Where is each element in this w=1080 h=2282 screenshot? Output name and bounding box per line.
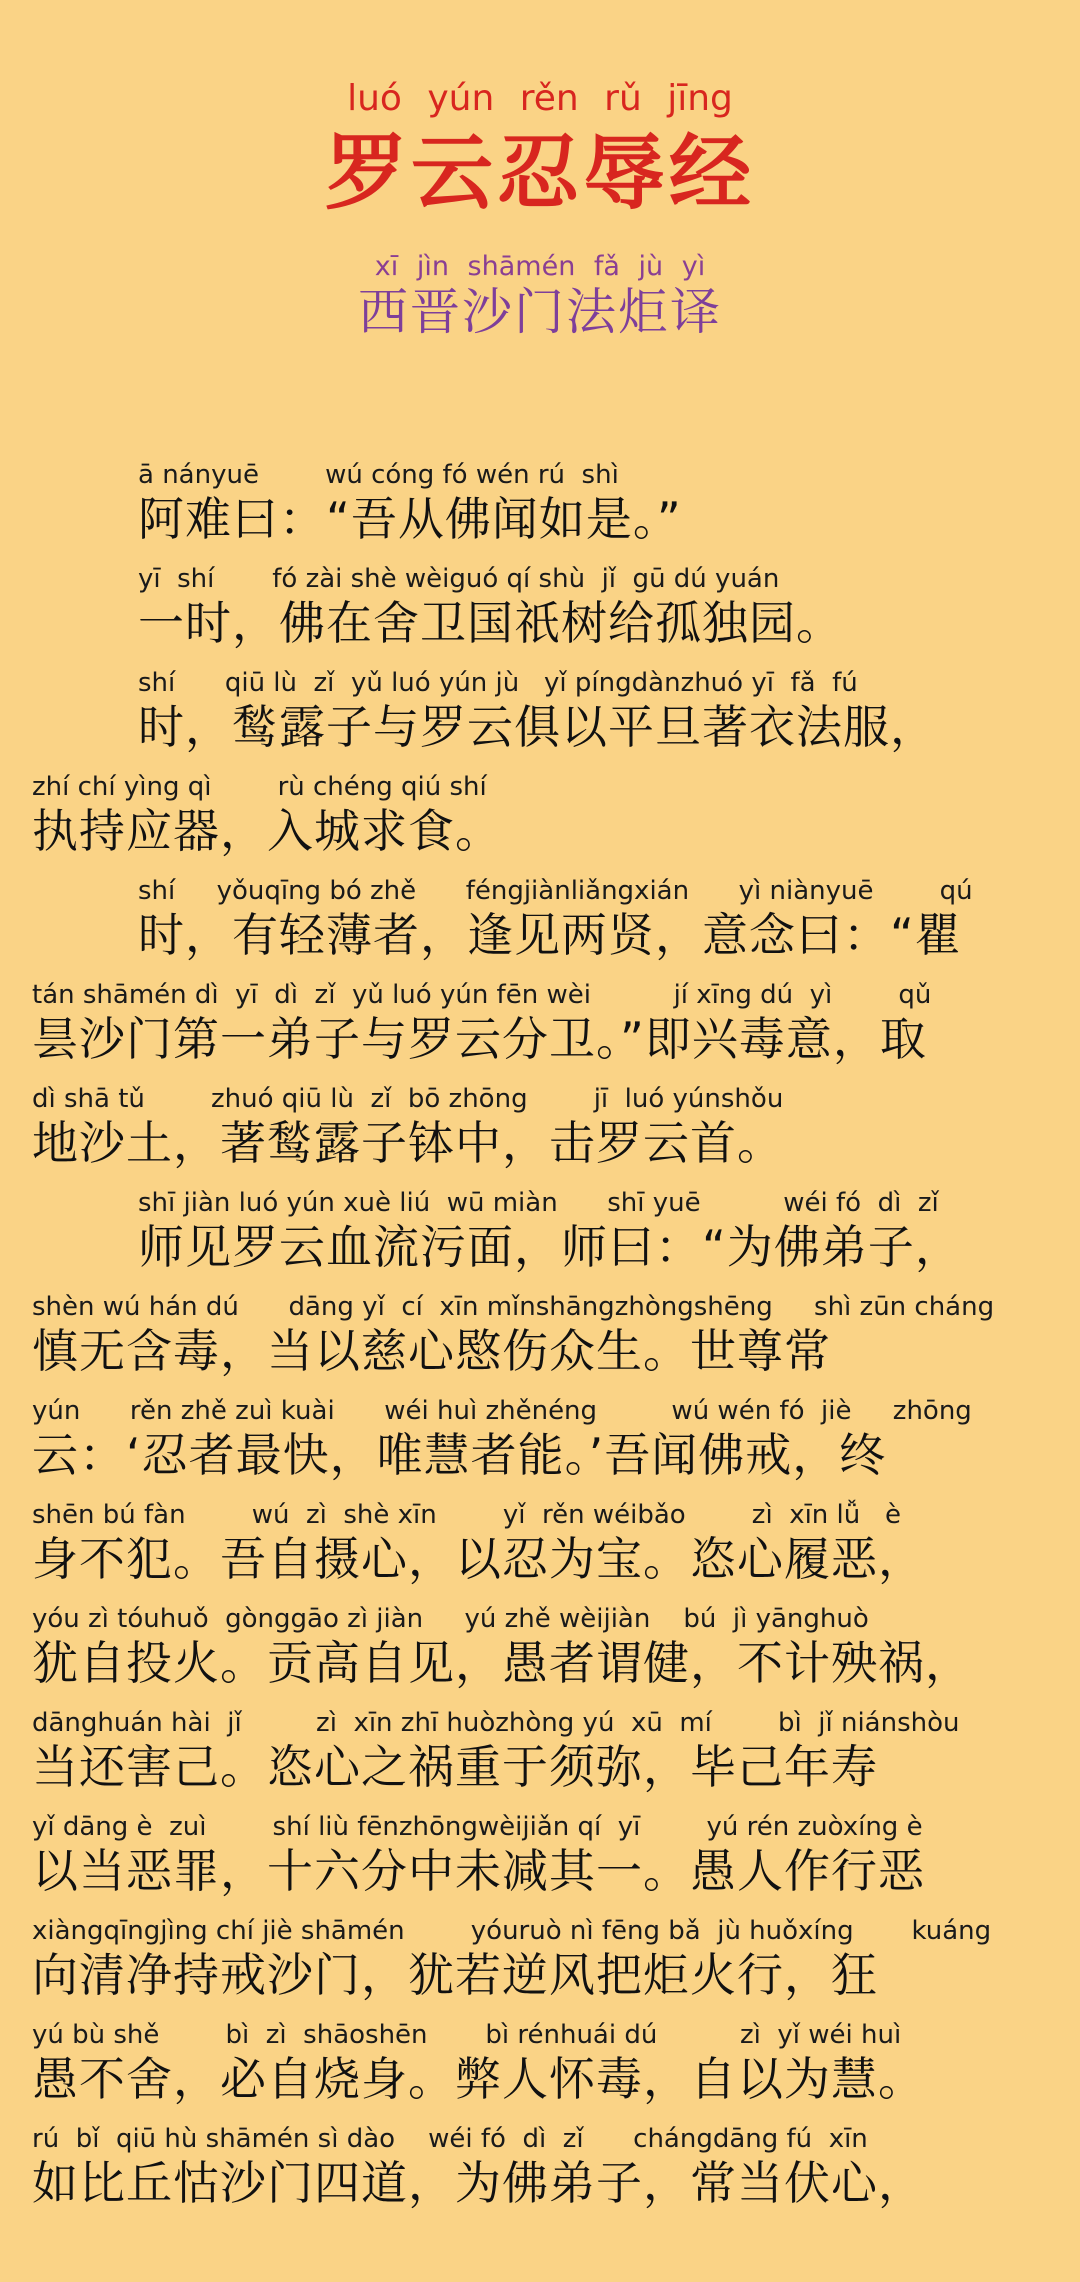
text-line xyxy=(138,668,1052,758)
pinyin-annotation: shí qiū lù zǐ yǔ luó yún jù yǐ píngdànzhuó yī fǎ fú xyxy=(138,668,858,698)
text-line xyxy=(32,1916,1052,2006)
scripture-text: 身不犯。吾自摄心，以忍为宝。恣心履恶， xyxy=(32,1532,925,1586)
scripture-text: 地沙土，著鹙露子钵中，击罗云首。 xyxy=(32,1116,784,1170)
pinyin-annotation: xiàngqīngjìng chí jiè shāmén yóuruò nì fēng bǎ jù huǒxíng kuáng xyxy=(32,1916,992,1946)
page-title: 罗云忍辱经 xyxy=(324,126,755,221)
text-line xyxy=(32,1084,1052,1174)
scripture-text: 云：‘忍者最快，唯慧者能。’吾闻佛戒，终 xyxy=(32,1428,887,1482)
scripture-text: 执持应器，入城求食。 xyxy=(32,804,502,858)
scripture-text: 一时，佛在舍卫国祇树给孤独园。 xyxy=(138,596,843,650)
title-pinyin: luó yún rěn rǔ jīng xyxy=(347,78,733,119)
pinyin-annotation: shí yǒuqīng bó zhě féngjiànliǎngxián yì niànyuē qú xyxy=(138,876,973,906)
pinyin-annotation: yī shí fó zài shè wèiguó qí shù jǐ gū dú yuán xyxy=(138,564,780,594)
scripture-text: 阿难曰：“吾从佛闻如是。” xyxy=(138,492,682,546)
pinyin-annotation: rú bǐ qiū hù shāmén sì dào wéi fó dì zǐ chángdāng fú xīn xyxy=(32,2124,868,2154)
text-line xyxy=(138,1188,1052,1278)
scripture-text: 时，鹙露子与罗云俱以平旦著衣法服， xyxy=(138,700,937,754)
pinyin-annotation: yǐ dāng è zuì shí liù fēnzhōngwèijiǎn qí yī yú rén zuòxíng è xyxy=(32,1812,923,1842)
pinyin-annotation: shī jiàn luó yún xuè liú wū miàn shī yuē wéi fó dì zǐ xyxy=(138,1188,939,1218)
scripture-text: 如比丘怙沙门四道，为佛弟子，常当伏心， xyxy=(32,2156,925,2210)
text-line xyxy=(138,460,1052,550)
text-line xyxy=(138,564,1052,654)
pinyin-annotation: shēn bú fàn wú zì shè xīn yǐ rěn wéibǎo zì xīn lǚ è xyxy=(32,1500,902,1530)
subtitle-pinyin: xī jìn shāmén fǎ jù yì xyxy=(374,251,706,282)
scripture-text: 时，有轻薄者，逢见两贤，意念曰：“瞿 xyxy=(138,908,962,962)
text-line xyxy=(32,2020,1052,2110)
scripture-text: 愚不舍，必自烧身。弊人怀毒，自以为慧。 xyxy=(32,2052,925,2106)
text-line xyxy=(32,1708,1052,1798)
scripture-text: 犹自投火。贡高自见，愚者谓健，不计殃祸， xyxy=(32,1636,972,1690)
scripture-text: 昙沙门第一弟子与罗云分卫。”即兴毒意，取 xyxy=(32,1012,927,1066)
pinyin-annotation: shèn wú hán dú dāng yǐ cí xīn mǐnshāngzhòngshēng shì zūn cháng xyxy=(32,1292,995,1322)
pinyin-annotation: tán shāmén dì yī dì zǐ yǔ luó yún fēn wèi jí xīng dú yì qǔ xyxy=(32,980,932,1010)
pinyin-annotation: yún rěn zhě zuì kuài wéi huì zhěnéng wú wén fó jiè zhōng xyxy=(32,1396,972,1426)
text-line xyxy=(32,1500,1052,1590)
pinyin-annotation: dì shā tǔ zhuó qiū lù zǐ bō zhōng jī luó yúnshǒu xyxy=(32,1084,784,1114)
text-line xyxy=(32,1292,1052,1382)
scripture-text: 当还害己。恣心之祸重于须弥，毕己年寿 xyxy=(32,1740,878,1794)
text-line xyxy=(32,980,1052,1070)
text-line xyxy=(32,1396,1052,1486)
text-line xyxy=(32,2124,1052,2214)
page-subtitle: 西晋沙门法炬译 xyxy=(358,283,722,341)
pinyin-annotation: zhí chí yìng qì rù chéng qiú shí xyxy=(32,772,487,802)
pinyin-annotation: dānghuán hài jǐ zì xīn zhī huòzhòng yú xū mí bì jǐ niánshòu xyxy=(32,1708,960,1738)
text-line xyxy=(138,876,1052,966)
pinyin-annotation: yú bù shě bì zì shāoshēn bì rénhuái dú zì yǐ wéi huì xyxy=(32,2020,902,2050)
pinyin-annotation: yóu zì tóuhuǒ gònggāo zì jiàn yú zhě wèijiàn bú jì yānghuò xyxy=(32,1604,869,1634)
text-line xyxy=(32,1812,1052,1902)
pinyin-annotation: ā nányuē wú cóng fó wén rú shì xyxy=(138,460,619,490)
scripture-text: 师见罗云血流污面，师曰：“为佛弟子， xyxy=(138,1220,962,1274)
scripture-text: 以当恶罪，十六分中未减其一。愚人作行恶 xyxy=(32,1844,925,1898)
scripture-text: 向清净持戒沙门，犹若逆风把炬火行，狂 xyxy=(32,1948,878,2002)
scripture-text: 慎无含毒，当以慈心愍伤众生。世尊常 xyxy=(32,1324,831,1378)
text-line xyxy=(32,1604,1052,1694)
text-line xyxy=(32,772,1052,862)
